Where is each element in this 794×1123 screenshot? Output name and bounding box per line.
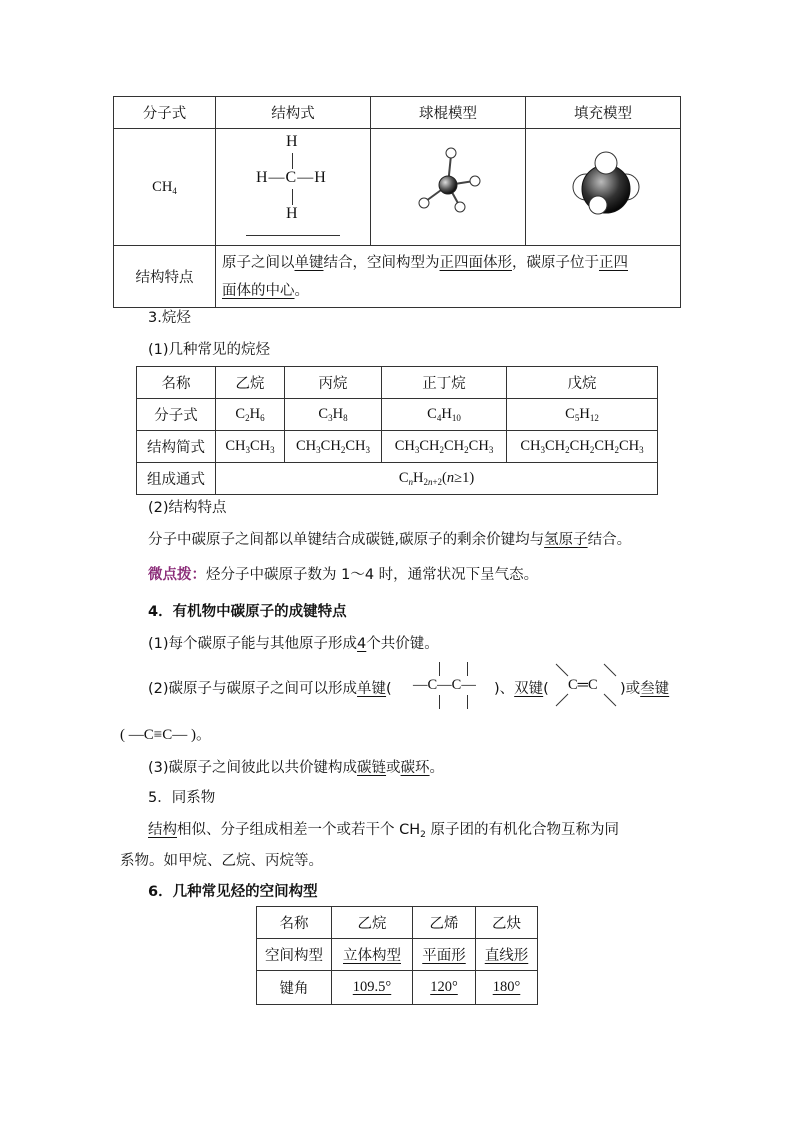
alkane-table <box>136 366 658 495</box>
feature-text: 原子之间以单键结合，空间构型为正四面体形，碳原子位于正四 面体的中心。 <box>216 246 681 308</box>
butane-simple: $CH_3CH_2CH_2CH_3$ <box>382 431 507 463</box>
shape-header: 乙炔 <box>476 907 538 939</box>
section3-sub2: (2)结构特点 <box>148 500 227 516</box>
methane-formula: $CH_4$ <box>114 129 216 246</box>
methane-table <box>113 96 681 308</box>
header-structure: 结构式 <box>216 97 371 129</box>
sec4-p3: (3)碳原子之间彼此以共价键构成碳链或碳环。 <box>148 760 445 776</box>
alkane-header: 正丁烷 <box>382 367 507 399</box>
row-label: 结构简式 <box>137 431 216 463</box>
sec4-p1: (1)每个碳原子能与其他原子形成4个共价键。 <box>148 636 439 652</box>
sec5-line2: 系物。如甲烷、乙烷、丙烷等。 <box>120 853 323 869</box>
ethene-angle: 120° <box>413 971 476 1005</box>
feature-label: 结构特点 <box>114 246 216 308</box>
header-formula: 分子式 <box>114 97 216 129</box>
alkane-feature: 分子中碳原子之间都以单键结合成碳链,碳原子的剩余价键均与氢原子结合。 <box>148 532 632 548</box>
ball-stick-image <box>371 129 525 241</box>
ethane-simple: $CH_3CH_3$ <box>216 431 285 463</box>
row-label: 空间构型 <box>257 939 332 971</box>
section6-title: 6．几种常见烃的空间构型 <box>148 884 318 900</box>
ethane-shape: 立体构型 <box>332 939 413 971</box>
alkane-header: 戊烷 <box>507 367 658 399</box>
row-label: 键角 <box>257 971 332 1005</box>
single-bond-structure: —C—C— <box>413 660 493 710</box>
triple-bond-line: ( —C≡C— )。 <box>120 727 211 743</box>
tip-line: 微点拨：烃分子中碳原子数为 1～4 时，通常状况下呈气态。 <box>148 567 539 583</box>
ethyne-angle: 180° <box>476 971 538 1005</box>
alkane-header: 丙烷 <box>285 367 382 399</box>
ethane-formula: $C_2H_6$ <box>216 399 285 431</box>
sec4-p2: (2)碳原子与碳原子之间可以形成单键( <box>148 681 392 697</box>
shape-header: 乙烯 <box>413 907 476 939</box>
ethane-angle: 109.5° <box>332 971 413 1005</box>
space-fill-image <box>526 129 680 241</box>
sec5-line1: 结构相似、分子组成相差一个或若干个 $CH_2$ 原子团的有机化合物互称为同 <box>148 822 619 840</box>
section5-title: 5．同系物 <box>148 790 216 806</box>
section3-sub1: (1)几种常见的烷烃 <box>148 342 271 358</box>
butane-formula: $C_4H_{10}$ <box>382 399 507 431</box>
general-formula: $C_nH_{2n+2}(n\ge 1)$ <box>216 463 658 495</box>
row-label: 分子式 <box>137 399 216 431</box>
sec4-p2-end: )或叁键 <box>620 681 670 697</box>
double-bond-structure: C═C <box>550 660 620 710</box>
section4-title: 4．有机物中碳原子的成键特点 <box>148 604 347 620</box>
alkane-header: 乙烷 <box>216 367 285 399</box>
tip-label: 微点拨： <box>148 567 206 583</box>
ethyne-shape: 直线形 <box>476 939 538 971</box>
shape-header: 名称 <box>257 907 332 939</box>
space-filling-model <box>526 129 681 246</box>
ethene-shape: 平面形 <box>413 939 476 971</box>
sec4-p2-mid: )、双键( <box>494 681 549 697</box>
header-space-fill: 填充模型 <box>526 97 681 129</box>
header-ball-stick: 球棍模型 <box>371 97 526 129</box>
pentane-formula: $C_5H_{12}$ <box>507 399 658 431</box>
propane-formula: $C_3H_8$ <box>285 399 382 431</box>
section3-title: 3.烷烃 <box>148 310 191 326</box>
structural-formula: H H—C—H H <box>216 129 371 246</box>
propane-simple: $CH_3CH_2CH_3$ <box>285 431 382 463</box>
pentane-simple: $CH_3CH_2CH_2CH_2CH_3$ <box>507 431 658 463</box>
row-label: 组成通式 <box>137 463 216 495</box>
alkane-header: 名称 <box>137 367 216 399</box>
ball-stick-model <box>371 129 526 246</box>
hydrocarbon-shape-table <box>256 906 538 1005</box>
shape-header: 乙烷 <box>332 907 413 939</box>
